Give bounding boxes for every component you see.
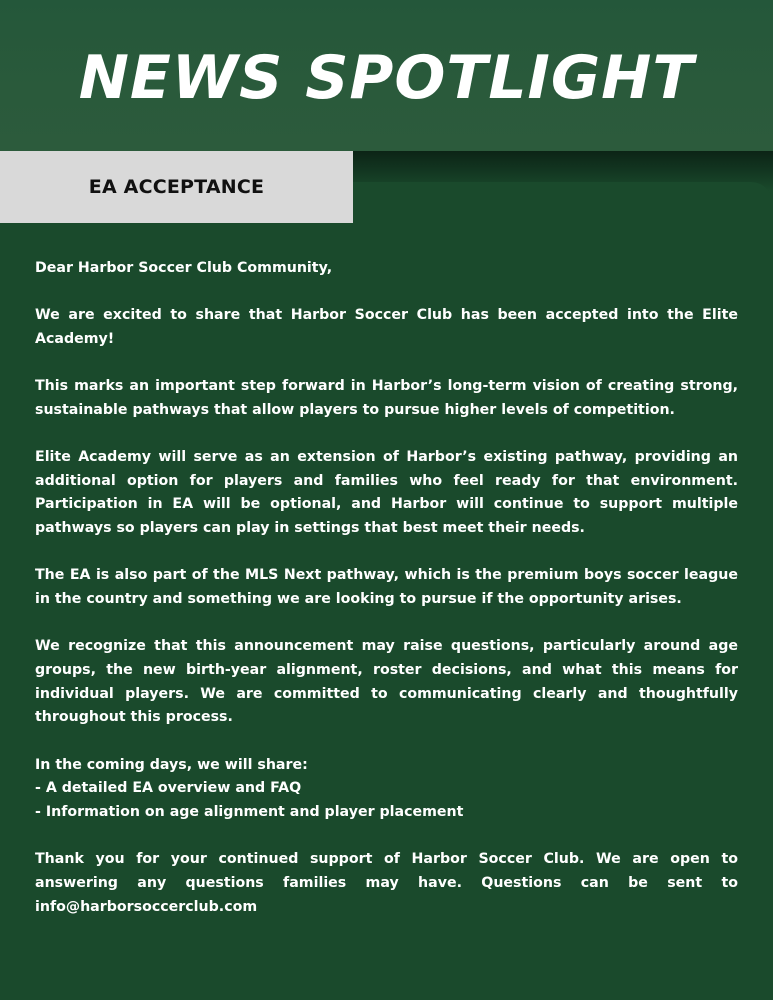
coming-intro: In the coming days, we will share: <box>35 756 308 773</box>
letter-paragraph: This marks an important step forward in Harbor’s long-term vision of creating strong, sustainable pathways that allow players to pursue higher levels of competition. <box>35 378 738 418</box>
list-item: - A detailed EA overview and FAQ <box>35 780 302 797</box>
letter-paragraph: Elite Academy will serve as an extension of Harbor’s existing pathway, providing an additional option for players and families who feel ready for that environment. Participation in EA will be optional, and Harbor will continue to support multiple pathways so players can play in settings that best meet their needs. <box>35 449 738 537</box>
letter-body <box>35 257 738 943</box>
letter-greeting: Dear Harbor Soccer Club Community, <box>35 260 333 276</box>
letter-closing: Thank you for your continued support of Harbor Soccer Club. We are open to answering any questions families may have. Questions can be sent to info@harborsoccerclub.com <box>35 851 738 915</box>
letter-paragraph: We recognize that this announcement may raise questions, particularly around age groups, the new birth-year alignment, roster decisions, and what this means for individual players. We are committed to communicating clearly and thoughtfully throughout this process. <box>35 638 738 726</box>
coming-list <box>35 754 738 825</box>
letter-paragraph: We are excited to share that Harbor Soccer Club has been accepted into the Elite Academy! <box>35 307 738 347</box>
page-title: NEWS SPOTLIGHT <box>78 43 695 113</box>
section-label: EA ACCEPTANCE <box>88 176 265 198</box>
section-tab <box>0 151 353 223</box>
list-item: - Information on age alignment and player placement <box>35 803 464 820</box>
letter-paragraph: The EA is also part of the MLS Next pathway, which is the premium boys soccer league in the country and something we are looking to pursue if the opportunity arises. <box>35 567 738 608</box>
header-banner <box>0 0 773 151</box>
